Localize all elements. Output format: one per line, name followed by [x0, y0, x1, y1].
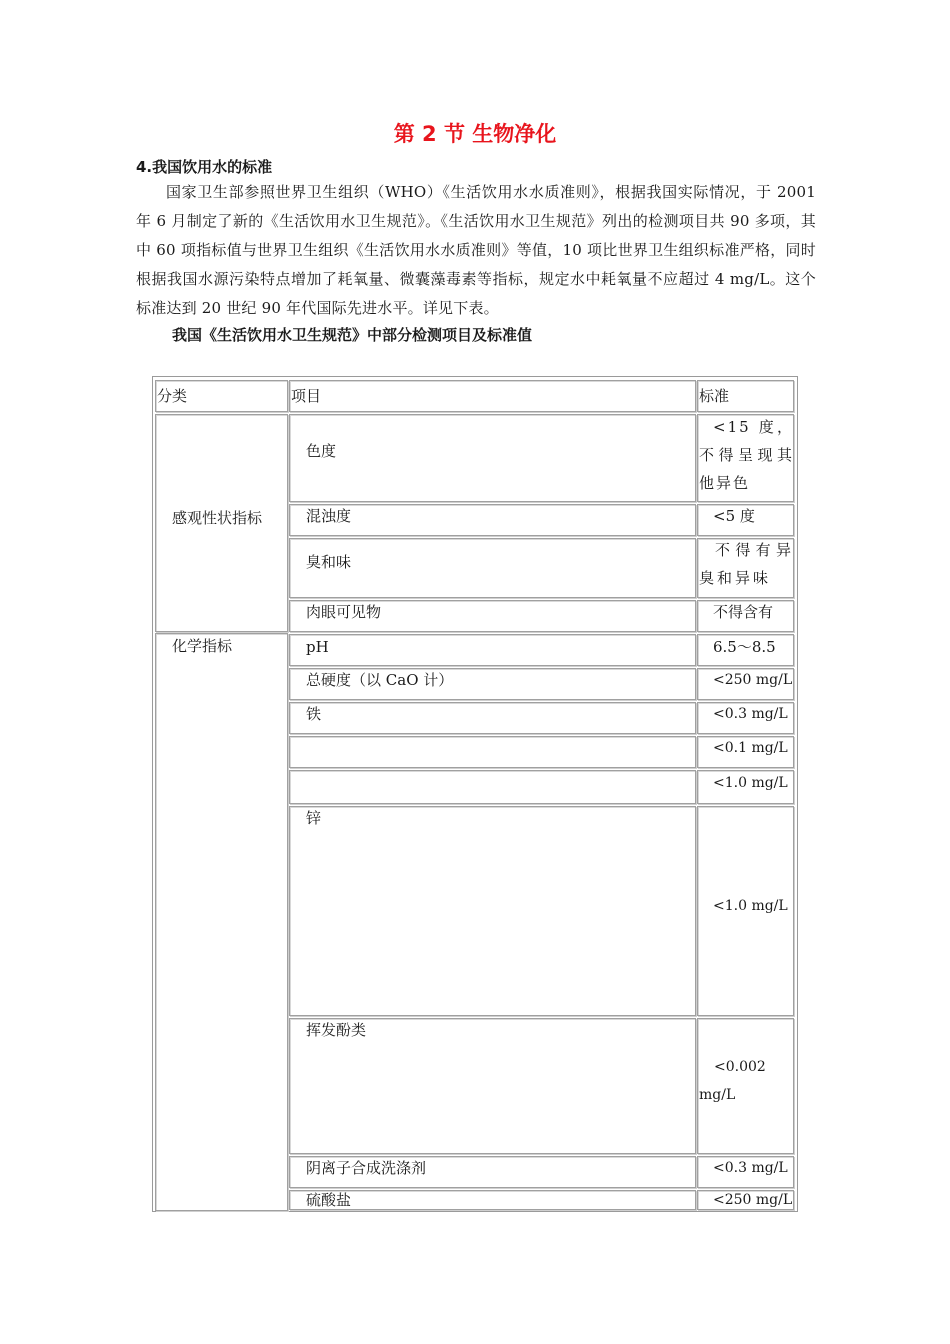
page-title: 第 2 节 生物净化	[393, 122, 557, 146]
header-standard: 标准	[699, 387, 730, 405]
table-row-item	[289, 736, 696, 768]
table-row-item	[289, 538, 696, 598]
item-label: 铁	[306, 705, 322, 723]
item-label: 挥发酚类	[306, 1021, 367, 1039]
standard-value: <15 度，不得呈现其他异色	[699, 418, 794, 492]
table-row-item	[289, 1156, 696, 1188]
table-row-item	[289, 504, 696, 536]
standard-value: <0.002 mg/L	[699, 1059, 766, 1103]
category-label: 化学指标	[172, 637, 233, 655]
table-row-item	[289, 634, 696, 666]
item-label: 混浊度	[306, 507, 352, 525]
table-row-item	[289, 668, 696, 700]
item-label: 锌	[306, 809, 322, 827]
table-row-standard	[697, 600, 794, 632]
table-row-item	[289, 414, 696, 502]
table-row-item	[289, 702, 696, 734]
standard-value: <250 mg/L	[713, 672, 793, 688]
table-row-standard	[697, 1156, 794, 1188]
table-row-item	[289, 1018, 696, 1154]
table-row-item	[289, 1190, 696, 1210]
table-row-item	[289, 770, 696, 804]
standard-value: 不得含有	[713, 603, 774, 621]
header-category-cell	[155, 380, 288, 412]
standard-value: <1.0 mg/L	[713, 898, 788, 914]
header-item: 项目	[291, 387, 322, 405]
header-standard-cell	[697, 380, 794, 412]
table-row-standard	[697, 1190, 794, 1210]
header-item-cell	[289, 380, 696, 412]
category-label: 感观性状指标	[172, 509, 263, 527]
standard-value: <5 度	[713, 507, 755, 525]
category-cell-chemical	[155, 633, 288, 1211]
table-row-standard	[697, 702, 794, 734]
item-label: 色度	[306, 442, 337, 460]
item-label: 总硬度（以 CaO 计）	[306, 671, 454, 689]
standard-value: 6.5～8.5	[713, 638, 776, 656]
table-row-standard	[697, 538, 794, 598]
header-category: 分类	[157, 387, 188, 405]
item-label: 肉眼可见物	[306, 603, 382, 621]
table-row-standard	[697, 504, 794, 536]
intro-paragraph: 国家卫生部参照世界卫生组织（WHO）《生活饮用水水质准则》，根据我国实际情况，于 2001 年 6 月制定了新的《生活饮用水卫生规范》。《生活饮用水卫生规范》列出的检测项目共 90 多项，其中 60 项指标值与世界卫生组织《生活饮用水水质准则》等值，10 项比世界卫生组织标准严格，同时根据我国水源污染特点增加了耗氧量、微囊藻毒素等指标，规定水中耗氧量不应超过 4 mg/L。这个标准达到 20 世纪 90 年代国际先进水平。详见下表。	[136, 183, 816, 317]
table-row-item	[289, 806, 696, 1016]
section-heading: 4.我国饮用水的标准	[136, 158, 273, 176]
table-row-standard	[697, 668, 794, 700]
standard-value: <0.3 mg/L	[713, 706, 788, 722]
table-row-standard	[697, 736, 794, 768]
table-row-standard	[697, 634, 794, 666]
table-row-standard	[697, 1018, 794, 1154]
table-row-standard	[697, 770, 794, 804]
table-caption: 我国《生活饮用水卫生规范》中部分检测项目及标准值	[172, 326, 533, 344]
table-row-item	[289, 600, 696, 632]
item-label: 阴离子合成洗涤剂	[306, 1159, 427, 1177]
table-row-standard	[697, 414, 794, 502]
standard-value: <250 mg/L	[713, 1192, 793, 1208]
table-row-standard	[697, 806, 794, 1016]
standard-value: <0.3 mg/L	[713, 1160, 788, 1176]
item-label: 臭和味	[306, 553, 352, 571]
standard-value: 不得有异臭和异味	[699, 541, 794, 587]
standard-value: <0.1 mg/L	[713, 740, 788, 756]
item-label: pH	[306, 638, 329, 656]
standard-value: <1.0 mg/L	[713, 775, 788, 791]
item-label: 硫酸盐	[306, 1191, 352, 1209]
category-cell-sensory	[155, 414, 288, 632]
